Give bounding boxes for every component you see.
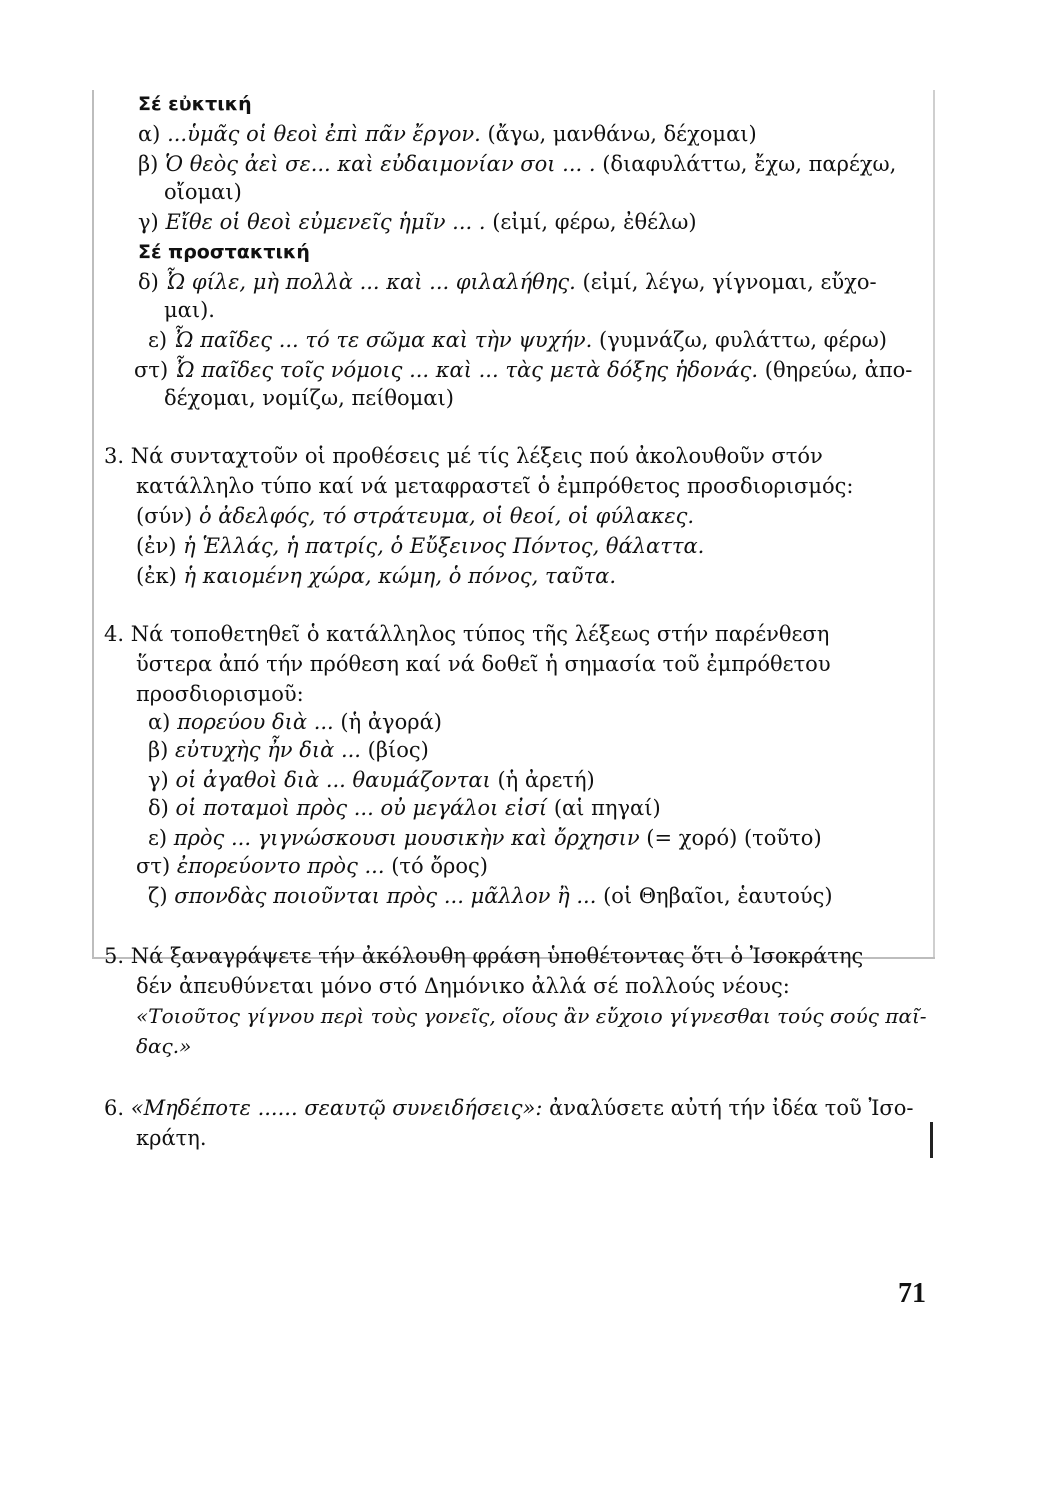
item-verbs: (εἰμί, φέρω, ἐθέλω): [492, 210, 697, 234]
exercise-5-line-1: [104, 942, 863, 970]
heading-euktiki: Σέ εὐκτική: [138, 93, 252, 115]
frame-left-border: [92, 90, 94, 958]
exercise-4-item: [136, 852, 488, 880]
item-note: (ἡ ἀρετή): [497, 768, 595, 792]
item-verbs: (γυμνάζω, φυλάττω, φέρω): [599, 328, 887, 352]
item-label: ε): [148, 328, 168, 352]
exercise-text: Νά τοποθετηθεῖ ὁ κατάλληλος τύπος τῆς λέξεως στήν παρένθεση: [130, 622, 830, 646]
item-greek: οἱ ἀγαθοὶ διὰ ... θαυμάζονται: [175, 768, 491, 792]
item-greek: Ὦ φίλε, μὴ πολλὰ ... καὶ ... φιλαλήθης.: [165, 270, 576, 294]
item-greek: Ὦ παῖδες τοῖς νόμοις ... καὶ ... τὰς μετὰ δόξης ἡδονάς.: [174, 358, 759, 382]
exercise-5-line-2: δέν ἀπευθύνεται μόνο στό Δημόνικο ἀλλά σέ πολλούς νέους:: [136, 974, 790, 998]
item-verbs: (ἄγω, μανθάνω, δέχομαι): [487, 122, 757, 146]
exercise-3-row: [136, 562, 616, 590]
item-verbs: (εἰμί, λέγω, γίγνομαι, εὔχο-: [582, 270, 877, 294]
item-label: δ): [138, 270, 159, 294]
preposition: (ἐκ): [136, 564, 177, 588]
item-b-continued: οἴομαι): [164, 180, 242, 204]
exercise-4-line-3: προσδιορισμοῦ:: [136, 682, 304, 706]
item-note: (βίος): [367, 738, 429, 762]
frame-mark: [930, 1122, 933, 1158]
item-a: [138, 120, 757, 148]
item-greek: εὐτυχὴς ἦν διὰ ...: [175, 738, 361, 762]
item-g: [138, 208, 697, 236]
exercise-quote: «Μηδέποτε ...... σεαυτῷ συνειδήσεις»:: [130, 1096, 543, 1120]
item-label: β): [138, 152, 159, 176]
item-label: στ): [134, 358, 169, 382]
exercise-3-line-2: κατάλληλο τύπο καί νά μεταφραστεῖ ὁ ἐμπρόθετος προσδιορισμός:: [136, 474, 854, 498]
item-greek: οἱ ποταμοὶ πρὸς ... οὐ μεγάλοι εἰσί: [175, 796, 548, 820]
exercise-4-item: [148, 794, 661, 822]
exercise-number: 3.: [104, 444, 125, 468]
item-st: [134, 356, 912, 384]
exercise-text: ἀναλύσετε αὐτή τήν ἰδέα τοῦ Ἰσο-: [549, 1096, 914, 1120]
exercise-number: 5.: [104, 944, 125, 968]
item-st-continued: δέχομαι, νομίζω, πείθομαι): [164, 386, 454, 410]
exercise-4-item: [148, 708, 442, 736]
exercise-4-item: [148, 824, 822, 852]
exercise-3-line-1: [104, 442, 823, 470]
item-e: [148, 326, 887, 354]
word-list: ἡ καιομένη χώρα, κώμη, ὁ πόνος, ταῦτα.: [183, 564, 617, 588]
item-note: (ἡ ἀγορά): [340, 710, 442, 734]
exercise-3-row: [136, 502, 694, 530]
item-verbs: (διαφυλάττω, ἔχω, παρέχω,: [602, 152, 897, 176]
exercise-number: 6.: [104, 1096, 125, 1120]
item-label: γ): [138, 210, 159, 234]
exercise-4-line-1: [104, 620, 829, 648]
exercise-6-line-1: [104, 1094, 913, 1122]
heading-prostaktiki: Σέ προστακτική: [138, 241, 310, 263]
item-note: (= χορό) (τοῦτο): [646, 826, 822, 850]
item-verbs: (θηρεύω, ἀπο-: [764, 358, 913, 382]
item-label: α): [138, 122, 161, 146]
item-label: γ): [148, 768, 169, 792]
exercise-5-quote: «Τοιοῦτος γίγνου περὶ τοὺς γονεῖς, οἵους ἂν εὔχοιο γίγνεσθαι τούς σούς παῖ-: [136, 1004, 927, 1028]
item-greek: πρὸς ... γιγνώσκουσι μουσικὴν καὶ ὄρχησιν: [173, 826, 640, 850]
item-label: στ): [136, 854, 171, 878]
item-label: ε): [148, 826, 168, 850]
word-list: ὁ ἀδελφός, τό στράτευμα, οἱ θεοί, οἱ φύλακες.: [198, 504, 695, 528]
item-greek: σπονδὰς ποιοῦνται πρὸς ... μᾶλλον ἢ ...: [174, 884, 597, 908]
item-b: [138, 150, 896, 178]
item-greek: Ὦ παῖδες ... τό τε σῶμα καὶ τὴν ψυχήν.: [173, 328, 593, 352]
exercise-4-item: [148, 736, 429, 764]
exercise-4-item: [148, 766, 595, 794]
exercise-6-line-2: κράτη.: [136, 1126, 207, 1150]
item-label: α): [148, 710, 171, 734]
exercise-number: 4.: [104, 622, 125, 646]
item-greek: ...ὑμᾶς οἱ θεοὶ ἐπὶ πᾶν ἔργον.: [167, 122, 481, 146]
exercise-4-line-2: ὕστερα ἀπό τήν πρόθεση καί νά δοθεῖ ἡ σημασία τοῦ ἐμπρόθετου: [136, 652, 831, 676]
item-label: β): [148, 738, 169, 762]
item-greek: Εἴθε οἱ θεοὶ εὐμενεῖς ἡμῖν ... .: [165, 210, 486, 234]
item-note: (τό ὄρος): [391, 854, 488, 878]
item-greek: ἐπορεύοντο πρὸς ...: [176, 854, 385, 878]
preposition: (ἐν): [136, 534, 177, 558]
item-greek: πορεύου διὰ ...: [177, 710, 334, 734]
exercise-4-item: [148, 882, 833, 910]
preposition: (σύν): [136, 504, 193, 528]
item-label: ζ): [148, 884, 168, 908]
item-d: [138, 268, 877, 296]
exercise-3-row: [136, 532, 704, 560]
item-note: (οἱ Θηβαῖοι, ἑαυτούς): [603, 884, 833, 908]
item-greek: Ὁ θεὸς ἀεὶ σε... καὶ εὐδαιμονίαν σοι ... .: [165, 152, 596, 176]
frame-right-border: [933, 90, 935, 958]
word-list: ἡ Ἑλλάς, ἡ πατρίς, ὁ Εὔξεινος Πόντος, θάλαττα.: [183, 534, 705, 558]
item-d-continued: μαι).: [164, 298, 215, 322]
exercise-text: Νά ξαναγράψετε τήν ἀκόλουθη φράση ὑποθέτοντας ὅτι ὁ Ἰσοκράτης: [130, 944, 864, 968]
page-number: 71: [898, 1278, 926, 1309]
exercise-text: Νά συνταχτοῦν οἱ προθέσεις μέ τίς λέξεις πού ἀκολουθοῦν στόν: [130, 444, 823, 468]
item-note: (αἱ πηγαί): [553, 796, 661, 820]
item-label: δ): [148, 796, 169, 820]
exercise-5-quote-continued: δας.»: [136, 1034, 192, 1058]
